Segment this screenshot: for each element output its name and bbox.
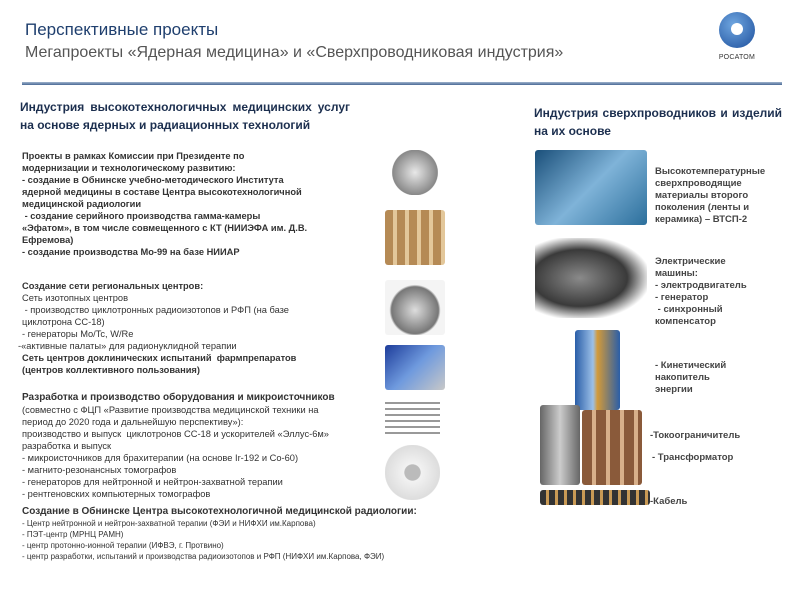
text-line: - создание серийного производства гамма-камеры [22, 211, 261, 221]
pharma-products-image [385, 345, 445, 390]
commission-projects [22, 150, 307, 258]
text-line: - магнито-резонансных томографов [22, 465, 177, 475]
kinetic-storage-label: - Кинетический накопитель энергии [655, 360, 727, 395]
text-line: Ефремова) [22, 235, 74, 245]
microsources-image [385, 398, 440, 438]
logo-text: РОСАТОМ [718, 54, 756, 61]
logo-icon [719, 12, 755, 48]
text-line: Проекты в рамках Комиссии при Президенте по [22, 151, 245, 161]
gamma-camera-image [385, 150, 445, 195]
tomograph-image [385, 445, 440, 500]
text-line: (центров коллективного пользования) [22, 365, 200, 375]
current-limiter-image [540, 405, 580, 485]
text-line: - центр разработки, испытаний и производства радиоизотопов и РФП (НИФХИ им.Карпова, ФЭИ) [22, 552, 385, 561]
text-line: - ПЭТ-центр (МРНЦ РАМН) [22, 530, 124, 539]
right-heading: Индустрия сверхпроводников и изделий на их основе [534, 106, 782, 138]
text-line: (совместно с ФЦП «Развитие производства медицинской техники на [22, 405, 319, 415]
text-line: - центр протонно-ионной терапии (ИФВЭ, г. Протвино) [22, 541, 224, 550]
text-line: - создание в Обнинске учебно-методического Института [22, 175, 284, 185]
section-title: Создание сети региональных центров: [22, 281, 204, 291]
page-title: Перспективные проекты [25, 20, 219, 39]
hts-materials-label: Высокотемпературные сверхпроводящие материалы второго поколения (ленты и керамика) – ВТСП-2 [655, 166, 766, 225]
regional-centers [18, 280, 297, 376]
text-line: - рентгеновских компьютерных томографов [22, 489, 211, 499]
generator-device-image [385, 280, 445, 335]
text-line: - генераторов для нейтронной и нейтрон-захватной терапии [22, 477, 283, 487]
text-line: Сеть центров доклинических испытаний фармпрепаратов [22, 353, 297, 363]
electric-machines-label: Электрические машины: - электродвигатель - генератор - синхронный компенсатор [655, 256, 747, 327]
text-line: Сеть изотопных центров [22, 293, 129, 303]
text-line: «Эфатом», в том числе совмещенного с КТ (НИИЭФА им. Д.В. [22, 223, 308, 233]
text-line: производство и выпуск циклотронов СС-18 и ускорителей «Эллус-6м» [22, 429, 329, 439]
section-title: Создание в Обнинске Центра высокотехнологичной медицинской радиологии: [22, 506, 417, 517]
isotope-vials-image [385, 210, 445, 265]
rosatom-logo [712, 12, 762, 74]
left-heading: Индустрия высокотехнологичных медицинских услуг на основе ядерных и радиационных технологий [20, 100, 350, 132]
text-line: модернизации и технологическому развитию: [22, 163, 236, 173]
hts-tapes-image [535, 150, 647, 225]
transformer-label: - Трансформатор [652, 452, 734, 463]
text-line: разработка и выпуск [22, 441, 112, 451]
current-limiter-label: -Токоограничитель [650, 430, 741, 441]
text-line: - производство циклотронных радиоизотопов и РФП (на базе [22, 305, 289, 315]
kinetic-storage-image [575, 330, 620, 410]
cable-image [540, 490, 650, 505]
text-line: - генераторы Mo/Tc, W/Re [22, 329, 134, 339]
page-subtitle: Мегапроекты «Ядерная медицина» и «Сверхпроводниковая индустрия» [25, 44, 564, 61]
obninsk-center [22, 505, 417, 562]
header-divider [22, 82, 782, 85]
cable-label: -Кабель [650, 496, 688, 507]
text-line: ядерной медицины в составе Центра высокотехнологичной [22, 187, 302, 197]
text-line: период до 2020 года и дальнейшую перспективу»): [22, 417, 244, 427]
text-line: - микроисточников для брахитерапии (на основе Ir-192 и Co-60) [22, 453, 299, 463]
text-line: - создание производства Мо-99 на базе НИИАР [22, 247, 240, 257]
electric-machine-image [535, 238, 647, 318]
text-line: - Центр нейтронной и нейтрон-захватной терапии (ФЭИ и НИФХИ им.Карпова) [22, 519, 316, 528]
transformer-image [582, 410, 642, 485]
text-line: -«активные палаты» для радионуклидной терапии [18, 341, 237, 351]
text-line: медицинской радиологии [22, 199, 142, 209]
text-line: циклотрона СС-18) [22, 317, 105, 327]
section-title: Разработка и производство оборудования и микроисточников [22, 392, 335, 403]
equipment-development [22, 392, 335, 500]
